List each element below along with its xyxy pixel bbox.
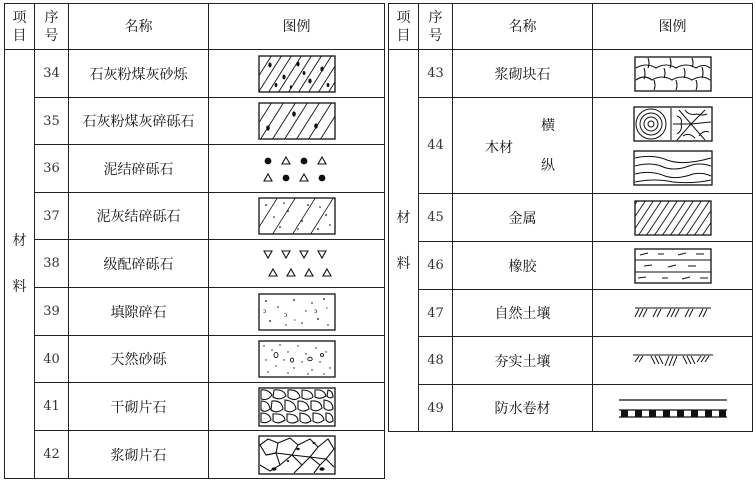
table-row bbox=[389, 337, 753, 385]
category-char: 料 bbox=[396, 255, 411, 272]
row-number: 46 bbox=[419, 242, 453, 290]
row-name: 石灰粉煤灰碎砾石 bbox=[69, 98, 209, 145]
table-row bbox=[389, 242, 753, 290]
header-seq: 序号 bbox=[35, 4, 69, 50]
row-number: 44 bbox=[419, 98, 453, 194]
clay-bound-crushed-gravel-pattern bbox=[209, 145, 385, 193]
header-seq: 序号 bbox=[419, 4, 453, 50]
header-name: 名称 bbox=[69, 4, 209, 50]
row-name: 级配碎砾石 bbox=[69, 240, 209, 288]
table-row bbox=[5, 98, 385, 145]
table-row bbox=[5, 240, 385, 288]
row-name: 浆砌块石 bbox=[453, 50, 593, 98]
table-row bbox=[5, 383, 385, 431]
row-number: 42 bbox=[35, 431, 69, 479]
row-name: 天然砂砾 bbox=[69, 336, 209, 383]
category-char: 料 bbox=[12, 279, 27, 295]
category-char: 材 bbox=[396, 209, 411, 226]
header-item: 项目 bbox=[5, 4, 35, 50]
row-name: 金属 bbox=[453, 194, 593, 242]
row-number: 49 bbox=[419, 385, 453, 432]
mortar-block-masonry-pattern bbox=[593, 50, 753, 98]
category-cell bbox=[389, 50, 419, 432]
row-name: 防水卷材 bbox=[453, 385, 593, 432]
table-row bbox=[5, 193, 385, 240]
legend-table-right bbox=[388, 3, 753, 432]
row-number: 45 bbox=[419, 194, 453, 242]
filled-macadam-pattern bbox=[209, 288, 385, 336]
timber-longitudinal-label: 纵 bbox=[541, 157, 555, 174]
header-legend: 图例 bbox=[593, 4, 753, 50]
row-name: 木材 bbox=[485, 139, 513, 156]
timber-longitudinal-icon bbox=[633, 150, 713, 186]
svg-text:ᶜ: ᶜ bbox=[325, 305, 328, 313]
row-name-cell bbox=[453, 98, 593, 194]
table-row bbox=[5, 145, 385, 193]
row-number: 34 bbox=[35, 50, 69, 98]
table-row bbox=[389, 194, 753, 242]
compacted-soil-pattern bbox=[593, 337, 753, 385]
row-name: 泥结碎砾石 bbox=[69, 145, 209, 193]
table-row bbox=[389, 50, 753, 98]
graded-crushed-gravel-pattern bbox=[209, 240, 385, 288]
row-name: 浆砌片石 bbox=[69, 431, 209, 479]
row-name: 干砌片石 bbox=[69, 383, 209, 431]
table-row bbox=[389, 98, 753, 194]
table-row bbox=[5, 50, 385, 98]
row-number: 39 bbox=[35, 288, 69, 336]
mortar-rubble-masonry-pattern bbox=[209, 431, 385, 479]
natural-soil-pattern bbox=[593, 290, 753, 337]
row-number: 35 bbox=[35, 98, 69, 145]
row-name: 夯实土壤 bbox=[453, 337, 593, 385]
table-row bbox=[5, 336, 385, 383]
row-number: 43 bbox=[419, 50, 453, 98]
legend-table-left bbox=[4, 3, 385, 479]
row-number: 40 bbox=[35, 336, 69, 383]
row-number: 38 bbox=[35, 240, 69, 288]
waterproof-membrane-pattern bbox=[593, 385, 753, 432]
timber-cross-section-icon bbox=[633, 106, 713, 142]
lime-flyash-sand-gravel-pattern bbox=[209, 50, 385, 98]
header-row bbox=[389, 4, 753, 50]
row-name: 石灰粉煤灰砂烁 bbox=[69, 50, 209, 98]
svg-text:ɔ: ɔ bbox=[262, 307, 266, 315]
row-name: 泥灰结碎砾石 bbox=[69, 193, 209, 240]
svg-text:ᶜ: ᶜ bbox=[293, 317, 296, 325]
row-name: 自然土壤 bbox=[453, 290, 593, 337]
clay-lime-bound-crushed-gravel-pattern bbox=[209, 193, 385, 240]
category-cell bbox=[5, 50, 35, 479]
svg-text:ɔ: ɔ bbox=[283, 311, 287, 319]
svg-text:ɔ: ɔ bbox=[313, 307, 317, 315]
row-number: 48 bbox=[419, 337, 453, 385]
header-item: 项目 bbox=[389, 4, 419, 50]
natural-sand-gravel-pattern bbox=[209, 336, 385, 383]
header-row bbox=[5, 4, 385, 50]
dry-rubble-masonry-pattern bbox=[209, 383, 385, 431]
lime-flyash-crushed-gravel-pattern bbox=[209, 98, 385, 145]
table-row bbox=[389, 290, 753, 337]
table-row bbox=[389, 385, 753, 432]
table-row bbox=[5, 431, 385, 479]
row-number: 41 bbox=[35, 383, 69, 431]
timber-pattern bbox=[593, 98, 753, 194]
rubber-pattern bbox=[593, 242, 753, 290]
header-legend: 图例 bbox=[209, 4, 385, 50]
table-row bbox=[5, 288, 385, 336]
row-number: 36 bbox=[35, 145, 69, 193]
row-name: 橡胶 bbox=[453, 242, 593, 290]
row-number: 47 bbox=[419, 290, 453, 337]
metal-pattern bbox=[593, 194, 753, 242]
row-name: 填隙碎石 bbox=[69, 288, 209, 336]
category-char: 材 bbox=[12, 233, 27, 249]
timber-cross-label: 横 bbox=[541, 117, 555, 134]
header-name: 名称 bbox=[453, 4, 593, 50]
row-number: 37 bbox=[35, 193, 69, 240]
